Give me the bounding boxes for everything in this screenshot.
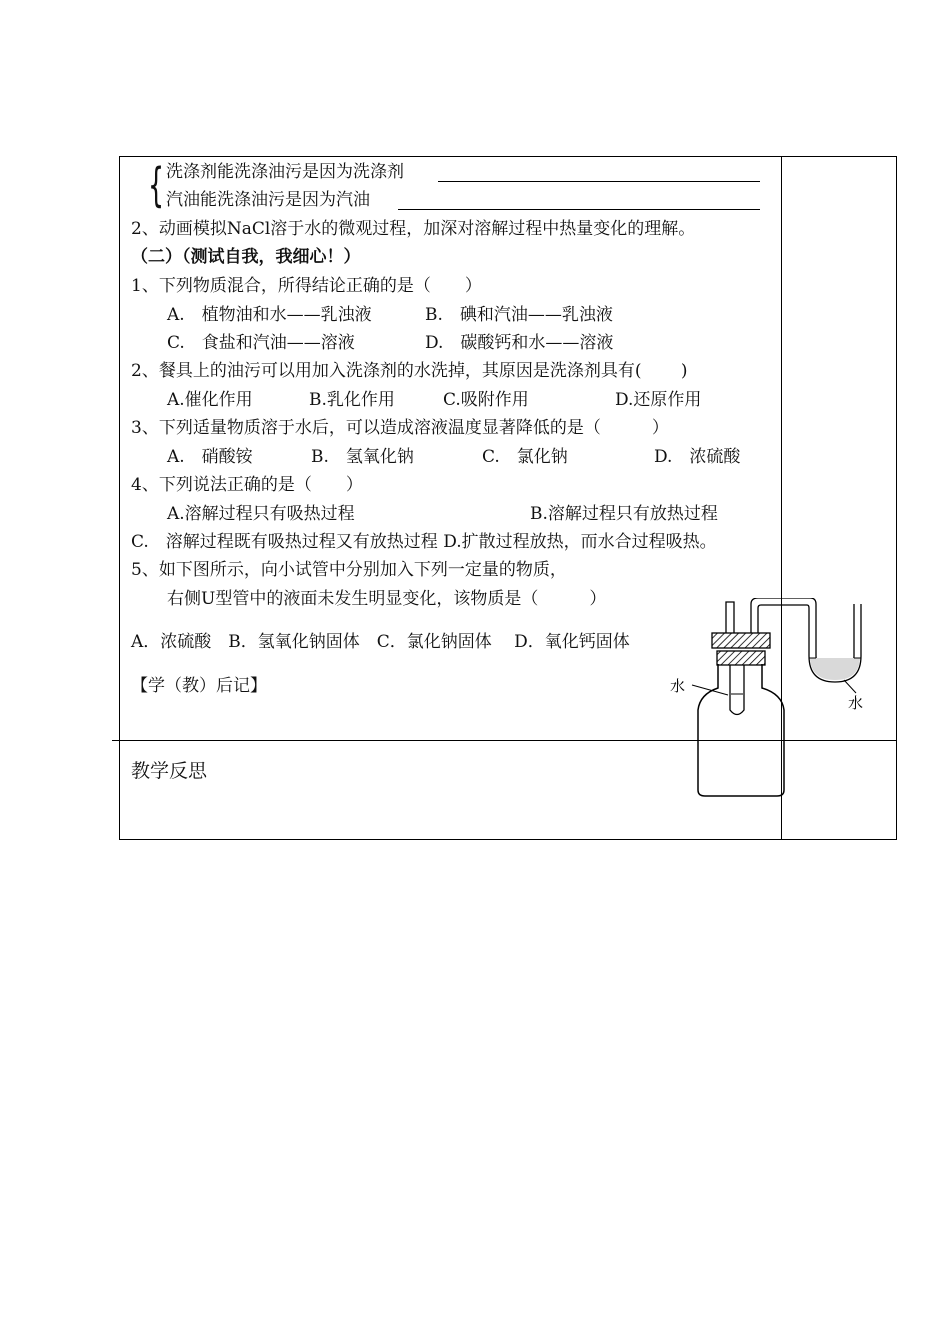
brace: { — [148, 158, 165, 212]
q1-stem: 1、下列物质混合，所得结论正确的是（ ） — [131, 276, 482, 296]
q2-option-c: C.吸附作用 — [443, 390, 529, 410]
q1-option-d: D. 碳酸钙和水——溶液 — [425, 333, 614, 353]
q3-option-a: A. 硝酸铵 — [167, 447, 253, 467]
q1-option-a: A. 植物油和水——乳浊液 — [167, 305, 372, 325]
blank-detergent[interactable] — [438, 181, 760, 182]
q4-option-cd: C. 溶解过程既有吸热过程又有放热过程 D.扩散过程放热，而水合过程吸热。 — [131, 532, 717, 552]
left-tube — [726, 602, 734, 633]
q2-option-a: A.催化作用 — [167, 390, 253, 410]
apparatus-figure — [660, 598, 880, 803]
q4-option-b: B.溶解过程只有放热过程 — [530, 504, 718, 524]
q3-stem: 3、下列适量物质溶于水后，可以造成溶液温度显著降低的是（ ） — [131, 418, 669, 438]
stopper-bottom — [717, 651, 765, 665]
q5-stem-2: 右侧U型管中的液面未发生明显变化，该物质是（ ） — [167, 589, 607, 609]
q2-option-d: D.还原作用 — [615, 390, 702, 410]
stopper-top — [712, 633, 770, 648]
q4-stem: 4、下列说法正确的是（ ） — [131, 475, 363, 495]
q5-options: A．浓硫酸 B．氢氧化钠固体 C．氯化钠固体 D．氧化钙固体 — [131, 632, 630, 652]
line-gasoline: 汽油能洗涤油污是因为汽油 — [166, 190, 370, 210]
item-2: 2、动画模拟NaCl溶于水的微观过程，加深对溶解过程中热量变化的理解。 — [131, 219, 696, 239]
q3-option-b: B. 氢氧化钠 — [311, 447, 414, 467]
q2-stem: 2、餐具上的油污可以用加入洗涤剂的水洗掉，其原因是洗涤剂具有( ) — [131, 361, 688, 381]
blank-gasoline[interactable] — [398, 209, 760, 210]
q5-stem-1: 5、如下图所示，向小试管中分别加入下列一定量的物质， — [131, 560, 567, 580]
q2-option-b: B.乳化作用 — [309, 390, 395, 410]
reflection-heading: 教学反思 — [131, 760, 208, 782]
q4-option-a: A.溶解过程只有吸热过程 — [167, 504, 355, 524]
label-water-right: 水 — [848, 694, 864, 712]
q3-option-c: C. 氯化钠 — [482, 447, 568, 467]
q3-option-d: D. 浓硫酸 — [654, 447, 741, 467]
section-heading: （二）（测试自我，我细心！） — [131, 247, 361, 267]
q1-option-c: C. 食盐和汽油——溶液 — [167, 333, 355, 353]
test-tube — [730, 665, 744, 715]
line-detergent: 洗涤剂能洗涤油污是因为洗涤剂 — [166, 162, 404, 182]
afterword-heading: 【学（教）后记】 — [131, 676, 267, 696]
bottle-outline — [698, 664, 784, 796]
q1-option-b: B. 碘和汽油——乳浊液 — [425, 305, 613, 325]
label-water-left: 水 — [670, 677, 686, 695]
